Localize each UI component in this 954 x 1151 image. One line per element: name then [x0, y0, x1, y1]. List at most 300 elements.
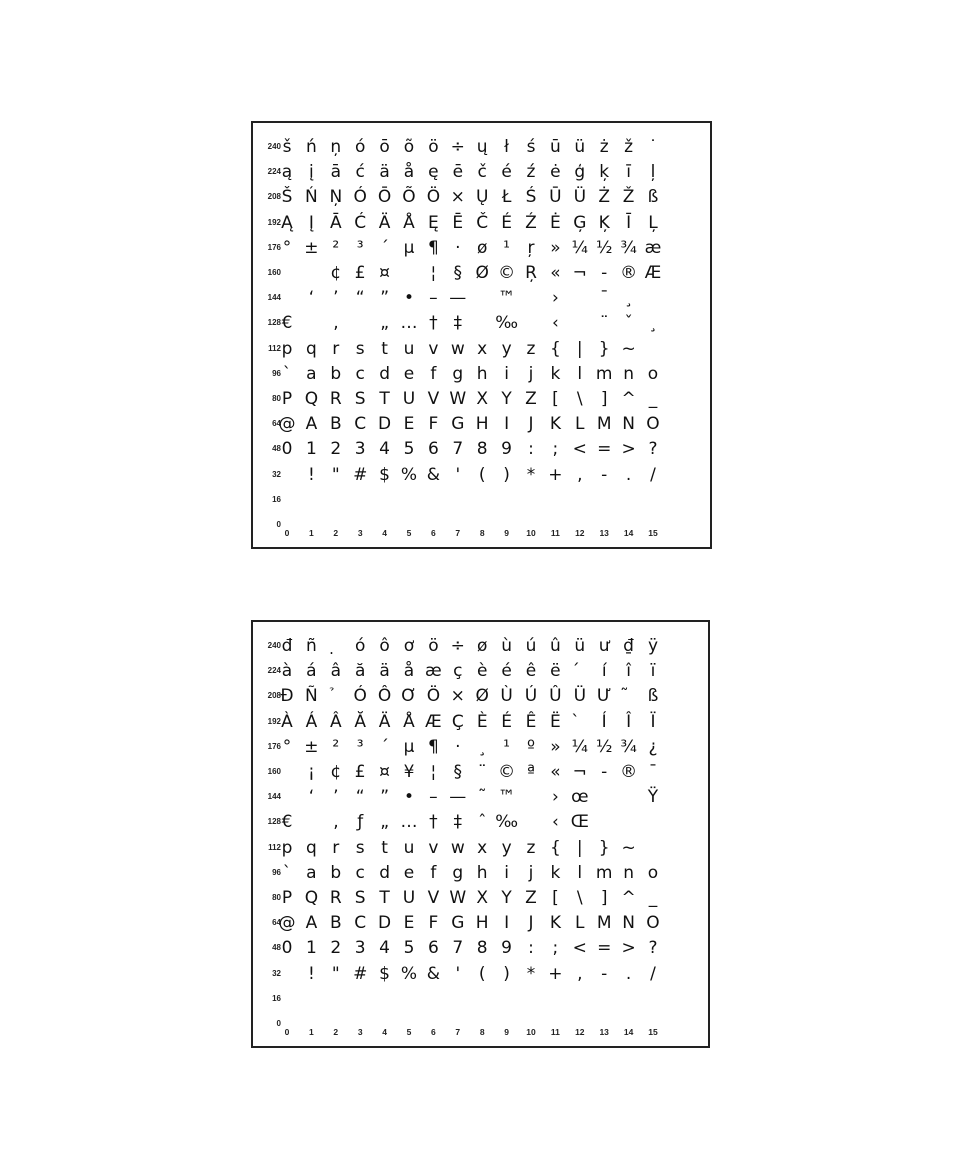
row-label: 128 — [267, 318, 281, 328]
row-label: 160 — [267, 767, 281, 776]
glyph-cell: o — [647, 363, 659, 384]
glyph-cell: Ø — [475, 686, 489, 707]
glyph-cell: Ž — [622, 187, 635, 208]
glyph-cell — [324, 489, 348, 511]
glyph-cell: ¸ — [648, 313, 658, 334]
glyph-cell: Ö — [426, 686, 441, 707]
glyph-cell: ´ — [380, 237, 389, 258]
glyph-cell: ¬ — [572, 762, 587, 782]
glyph-cell: Ă — [354, 711, 366, 732]
glyph-cell: - — [601, 464, 608, 485]
glyph-cell: H — [475, 414, 489, 435]
glyph-cell: : — [528, 439, 534, 460]
glyph-cell: ï — [650, 661, 656, 682]
glyph-cell: ë — [550, 661, 561, 682]
row-label: 64 — [272, 918, 281, 928]
glyph-cell: Û — [549, 686, 562, 707]
glyph-cell: ơ — [403, 636, 415, 656]
glyph-cell: ± — [304, 736, 319, 757]
glyph-cell: ^ — [621, 389, 636, 409]
row-label: 80 — [272, 893, 281, 902]
glyph-cell: é — [501, 661, 512, 682]
glyph-cell: E — [403, 414, 415, 435]
glyph-cell: ‹ — [551, 812, 559, 833]
glyph-cell: ~ — [621, 338, 636, 359]
glyph-cell: € — [281, 812, 293, 833]
column-label: 3 — [357, 528, 363, 538]
character-table-1 — [251, 121, 712, 549]
glyph-cell: ` — [282, 862, 292, 883]
glyph-cell: – — [429, 288, 438, 309]
glyph-cell: Ģ — [573, 212, 587, 233]
glyph-cell: ª — [526, 762, 535, 782]
glyph-cell: ź — [526, 162, 536, 183]
glyph-cell: Ö — [426, 187, 441, 208]
glyph-cell: ° — [282, 237, 292, 258]
glyph-cell — [543, 988, 567, 1010]
glyph-cell: ų — [476, 137, 488, 157]
glyph-cell — [348, 489, 372, 511]
glyph-cell: k — [550, 862, 561, 883]
glyph-cell: Ơ — [401, 686, 417, 707]
glyph-cell: ™ — [498, 288, 516, 309]
glyph-cell: Æ — [425, 711, 442, 732]
glyph-cell: Ø — [475, 263, 489, 283]
glyph-cell: • — [403, 288, 415, 309]
glyph-cell: ` — [282, 363, 292, 384]
glyph-cell: Ù — [500, 686, 513, 707]
glyph-cell: È — [476, 711, 488, 732]
glyph-cell: ø — [476, 237, 488, 258]
glyph-cell: ¢ — [330, 762, 342, 782]
glyph-cell: i — [504, 862, 509, 883]
glyph-cell: Ė — [550, 212, 561, 233]
column-label: 12 — [575, 528, 585, 538]
glyph-cell — [568, 312, 592, 334]
glyph-cell — [299, 262, 323, 284]
glyph-cell: = — [597, 439, 612, 460]
glyph-cell: > — [621, 439, 636, 460]
glyph-cell: - — [601, 963, 608, 984]
column-label: 9 — [504, 528, 509, 538]
glyph-cell: p — [281, 338, 293, 359]
glyph-cell: { — [549, 837, 561, 858]
glyph-cell: ÷ — [450, 636, 465, 656]
glyph-cell: ~ — [621, 837, 636, 858]
glyph-cell: Đ — [280, 686, 294, 707]
glyph-cell: # — [353, 464, 368, 485]
glyph-cell: Ķ — [598, 212, 610, 233]
glyph-cell: ô — [379, 636, 390, 656]
glyph-cell — [275, 988, 299, 1010]
row-label: 176 — [267, 242, 281, 252]
glyph-cell: # — [353, 963, 368, 984]
glyph-cell: Ī — [626, 212, 632, 233]
glyph-cell: ŗ — [527, 237, 535, 258]
column-label: 5 — [406, 1027, 412, 1037]
row-label: 208 — [267, 192, 281, 202]
glyph-cell: ¹ — [503, 237, 510, 258]
glyph-cell: æ — [644, 237, 662, 258]
glyph-cell: P — [281, 888, 293, 908]
glyph-cell: ¼ — [571, 736, 589, 757]
glyph-cell: w — [450, 837, 465, 858]
glyph-cell: ˜ — [477, 787, 487, 808]
glyph-cell: Ł — [501, 187, 512, 208]
glyph-cell: F — [428, 913, 439, 934]
glyph-cell: Ā — [329, 212, 342, 233]
glyph-cell: è — [476, 661, 488, 682]
glyph-cell: j — [528, 363, 534, 384]
glyph-cell: 2 — [330, 938, 342, 959]
glyph-cell: } — [598, 837, 610, 858]
glyph-cell — [519, 786, 543, 808]
row-label: 224 — [267, 167, 281, 177]
glyph-cell: Å — [403, 212, 415, 233]
glyph-cell: * — [526, 963, 536, 984]
glyph-cell: ’ — [333, 787, 339, 808]
glyph-cell: 1 — [305, 938, 317, 959]
glyph-cell: « — [550, 762, 561, 782]
glyph-cell: ‰ — [495, 812, 518, 833]
glyph-cell: N — [622, 414, 635, 435]
glyph-cell: Z — [525, 888, 537, 908]
glyph-cell: ¶ — [427, 736, 439, 757]
glyph-cell: Ë — [550, 711, 561, 732]
glyph-cell — [519, 489, 543, 511]
glyph-cell: ó — [354, 137, 366, 157]
glyph-cell: m — [595, 363, 613, 384]
glyph-cell: g — [452, 862, 464, 883]
glyph-cell: 8 — [476, 439, 488, 460]
glyph-cell: T — [379, 389, 390, 409]
glyph-cell: µ — [403, 736, 415, 757]
glyph-cell: Ą — [281, 212, 293, 233]
glyph-cell: ˙ — [648, 137, 658, 157]
glyph-cell: g — [452, 363, 464, 384]
glyph-cell: … — [400, 812, 418, 833]
glyph-cell: î — [626, 661, 631, 682]
column-label: 7 — [455, 1027, 461, 1037]
glyph-cell — [519, 287, 543, 309]
row-label: 32 — [272, 469, 281, 479]
glyph-cell: / — [650, 464, 656, 485]
glyph-cell: + — [548, 464, 563, 485]
glyph-cell — [446, 988, 470, 1010]
row-label: 48 — [272, 943, 281, 953]
glyph-cell: € — [281, 313, 293, 334]
glyph-cell: – — [429, 787, 438, 808]
glyph-cell: z — [526, 338, 536, 359]
glyph-cell: C — [354, 913, 367, 934]
glyph-cell: ó — [354, 636, 366, 656]
row-label: 96 — [272, 867, 281, 877]
glyph-cell — [275, 262, 299, 284]
glyph-cell — [568, 711, 592, 733]
glyph-cell: į — [309, 162, 314, 183]
glyph-cell: h — [476, 363, 488, 384]
glyph-cell: ö — [428, 636, 439, 656]
column-label: 14 — [623, 528, 634, 538]
glyph-cell: y — [501, 338, 512, 359]
glyph-cell: Ļ — [648, 212, 658, 233]
glyph-cell: J — [528, 414, 534, 435]
glyph-cell: µ — [403, 237, 415, 258]
glyph-cell — [421, 489, 445, 511]
row-label: 48 — [272, 444, 281, 454]
glyph-cell: s — [355, 338, 365, 359]
glyph-cell: Ä — [378, 711, 391, 732]
glyph-cell: ņ — [330, 137, 342, 157]
glyph-cell — [617, 489, 641, 511]
glyph-cell: æ — [425, 661, 442, 682]
glyph-cell: ś — [526, 137, 536, 157]
glyph-cell: s — [355, 837, 365, 858]
row-label: 112 — [268, 343, 281, 353]
glyph-cell: ? — [648, 938, 658, 959]
glyph-cell: ; — [552, 439, 559, 460]
row-label: 240 — [267, 641, 281, 650]
glyph-cell — [592, 489, 616, 511]
glyph-cell — [421, 988, 445, 1010]
glyph-cell: å — [403, 661, 415, 682]
glyph-cell: u — [403, 338, 415, 359]
glyph-cell: < — [572, 938, 587, 959]
glyph-cell: º — [526, 736, 535, 757]
column-label: 15 — [648, 1027, 658, 1037]
glyph-cell: \ — [576, 389, 583, 409]
glyph-cell: 0 — [281, 938, 293, 959]
glyph-cell: Í — [601, 711, 607, 732]
column-label: 4 — [382, 528, 387, 538]
glyph-cell — [568, 988, 592, 1010]
glyph-cell: @ — [278, 414, 296, 435]
glyph-cell: V — [427, 888, 440, 908]
glyph-cell: ģ — [574, 162, 586, 183]
glyph-cell: ‰ — [495, 313, 518, 334]
glyph-cell: / — [650, 963, 656, 984]
glyph-cell: ‡ — [453, 313, 463, 334]
glyph-cell: í — [601, 661, 607, 682]
glyph-cell: © — [498, 762, 516, 782]
glyph-cell: W — [449, 888, 467, 908]
glyph-cell: S — [354, 389, 366, 409]
glyph-cell: l — [577, 363, 583, 384]
glyph-cell — [568, 660, 592, 682]
glyph-cell: Ś — [525, 187, 537, 208]
glyph-cell: N — [622, 913, 635, 934]
glyph-cell — [324, 988, 348, 1010]
glyph-cell: › — [551, 288, 559, 309]
glyph-cell: © — [498, 263, 516, 283]
glyph-cell — [617, 811, 641, 833]
glyph-cell: t — [381, 837, 388, 858]
glyph-cell: & — [426, 963, 441, 984]
glyph-cell: ê — [525, 661, 537, 682]
glyph-cell: ² — [332, 736, 340, 757]
glyph-cell: E — [403, 913, 415, 934]
glyph-cell: f — [430, 363, 437, 384]
glyph-cell: % — [400, 464, 418, 485]
glyph-cell: q — [305, 338, 317, 359]
glyph-cell: P — [281, 389, 293, 409]
glyph-cell: _ — [648, 389, 658, 409]
glyph-cell: ¸ — [477, 736, 487, 757]
glyph-cell: V — [427, 389, 440, 409]
glyph-cell: ! — [307, 963, 315, 984]
glyph-cell: ” — [380, 288, 389, 309]
glyph-cell: ² — [332, 237, 340, 258]
glyph-cell: L — [575, 913, 585, 934]
glyph-cell: Ü — [573, 187, 587, 208]
glyph-cell: J — [528, 913, 534, 934]
column-label: 10 — [526, 1027, 536, 1037]
glyph-cell: š — [282, 137, 292, 157]
glyph-cell: n — [623, 363, 634, 384]
glyph-cell: W — [449, 389, 467, 409]
glyph-cell: ˆ — [477, 812, 487, 833]
column-label: 1 — [309, 1027, 314, 1037]
glyph-cell: ƒ — [357, 812, 364, 833]
glyph-cell: f — [430, 862, 437, 883]
glyph-cell: B — [329, 414, 342, 435]
glyph-cell: Ç — [451, 711, 464, 732]
glyph-cell: ō — [379, 137, 390, 157]
glyph-cell: 7 — [452, 439, 464, 460]
glyph-cell: v — [428, 837, 439, 858]
glyph-cell: ’ — [333, 288, 339, 309]
glyph-cell: C — [354, 414, 367, 435]
glyph-cell: ü — [574, 137, 586, 157]
glyph-cell: - — [601, 762, 608, 782]
glyph-cell: ° — [282, 736, 292, 757]
column-label: 13 — [599, 528, 609, 538]
glyph-cell: ‘ — [308, 787, 315, 808]
glyph-cell: · — [455, 736, 461, 757]
glyph-cell: Ü — [573, 686, 587, 707]
glyph-cell: m — [595, 862, 613, 883]
glyph-cell: \ — [576, 888, 583, 908]
glyph-cell — [324, 635, 348, 657]
glyph-cell: ¿ — [648, 736, 658, 757]
row-label: 32 — [272, 968, 281, 978]
glyph-cell: d — [379, 363, 390, 384]
glyph-cell: k — [550, 363, 561, 384]
glyph-cell: | — [576, 837, 583, 858]
glyph-cell: ę — [428, 162, 439, 183]
glyph-cell: 5 — [403, 439, 415, 460]
row-label: 64 — [272, 419, 281, 429]
glyph-cell: M — [596, 414, 612, 435]
glyph-cell: ư — [598, 636, 610, 656]
glyph-cell: ¤ — [379, 263, 390, 283]
glyph-cell: Ō — [377, 187, 392, 208]
glyph-cell: c — [355, 862, 365, 883]
glyph-cell: ‚ — [333, 313, 339, 334]
glyph-cell: p — [281, 837, 293, 858]
glyph-cell: ) — [503, 464, 510, 485]
glyph-cell — [275, 963, 299, 985]
column-label: 0 — [284, 1027, 290, 1037]
column-label: 11 — [550, 528, 560, 538]
glyph-cell: Ú — [524, 686, 538, 707]
glyph-cell: d — [379, 862, 390, 883]
glyph-cell: t — [381, 338, 388, 359]
glyph-cell: z — [526, 837, 536, 858]
glyph-cell: ł — [504, 137, 510, 157]
glyph-cell: & — [426, 464, 441, 485]
glyph-cell: ; — [552, 938, 559, 959]
glyph-cell: G — [451, 414, 465, 435]
row-label: 80 — [272, 394, 281, 403]
column-label: 2 — [333, 528, 339, 538]
glyph-cell: Æ — [644, 263, 662, 283]
glyph-cell: ¯ — [648, 762, 658, 782]
glyph-cell: » — [550, 736, 561, 757]
glyph-cell: Ń — [305, 187, 318, 208]
column-label: 4 — [382, 1027, 387, 1037]
glyph-cell: v — [428, 338, 439, 359]
glyph-cell — [641, 489, 665, 511]
glyph-cell: = — [597, 938, 612, 959]
column-label: 0 — [284, 528, 290, 538]
glyph-cell — [568, 287, 592, 309]
glyph-cell: ‡ — [453, 812, 463, 833]
glyph-cell: õ — [403, 137, 415, 157]
glyph-cell: † — [429, 313, 438, 334]
glyph-cell: D — [378, 913, 392, 934]
glyph-cell: y — [501, 837, 512, 858]
glyph-cell: • — [403, 787, 415, 808]
glyph-cell — [397, 489, 421, 511]
glyph-cell — [373, 489, 397, 511]
glyph-cell — [495, 988, 519, 1010]
glyph-cell: ¸ — [624, 288, 633, 309]
glyph-cell: : — [528, 938, 534, 959]
glyph-cell: Â — [329, 711, 342, 732]
glyph-cell: [ — [552, 389, 559, 409]
glyph-cell: R — [329, 888, 342, 908]
column-label: 3 — [357, 1027, 363, 1037]
glyph-cell: ¼ — [571, 237, 589, 258]
row-label: 144 — [267, 792, 281, 802]
glyph-cell: ‘ — [308, 288, 315, 309]
glyph-cell: ķ — [599, 162, 610, 183]
glyph-cell: * — [526, 464, 536, 485]
glyph-cell: Ô — [377, 686, 392, 707]
glyph-cell: ē — [452, 162, 464, 183]
glyph-cell: ) — [503, 963, 510, 984]
glyph-cell: < — [572, 439, 587, 460]
glyph-cell: Ÿ — [647, 787, 659, 808]
glyph-cell: Y — [501, 888, 512, 908]
glyph-cell: 0 — [281, 439, 293, 460]
glyph-cell: ø — [476, 636, 488, 656]
glyph-cell: á — [306, 661, 317, 682]
glyph-cell: " — [331, 963, 340, 984]
glyph-cell: Ū — [549, 187, 562, 208]
column-label: 13 — [599, 1027, 609, 1037]
glyph-cell: D — [378, 414, 392, 435]
glyph-cell: … — [400, 313, 418, 334]
glyph-cell: ÿ — [647, 636, 659, 656]
glyph-cell — [348, 312, 372, 334]
glyph-cell: 1 — [305, 439, 317, 460]
glyph-cell: M — [596, 913, 612, 934]
glyph-cell: £ — [354, 762, 366, 782]
glyph-cell: Q — [304, 389, 319, 409]
glyph-cell: Ó — [353, 686, 367, 707]
